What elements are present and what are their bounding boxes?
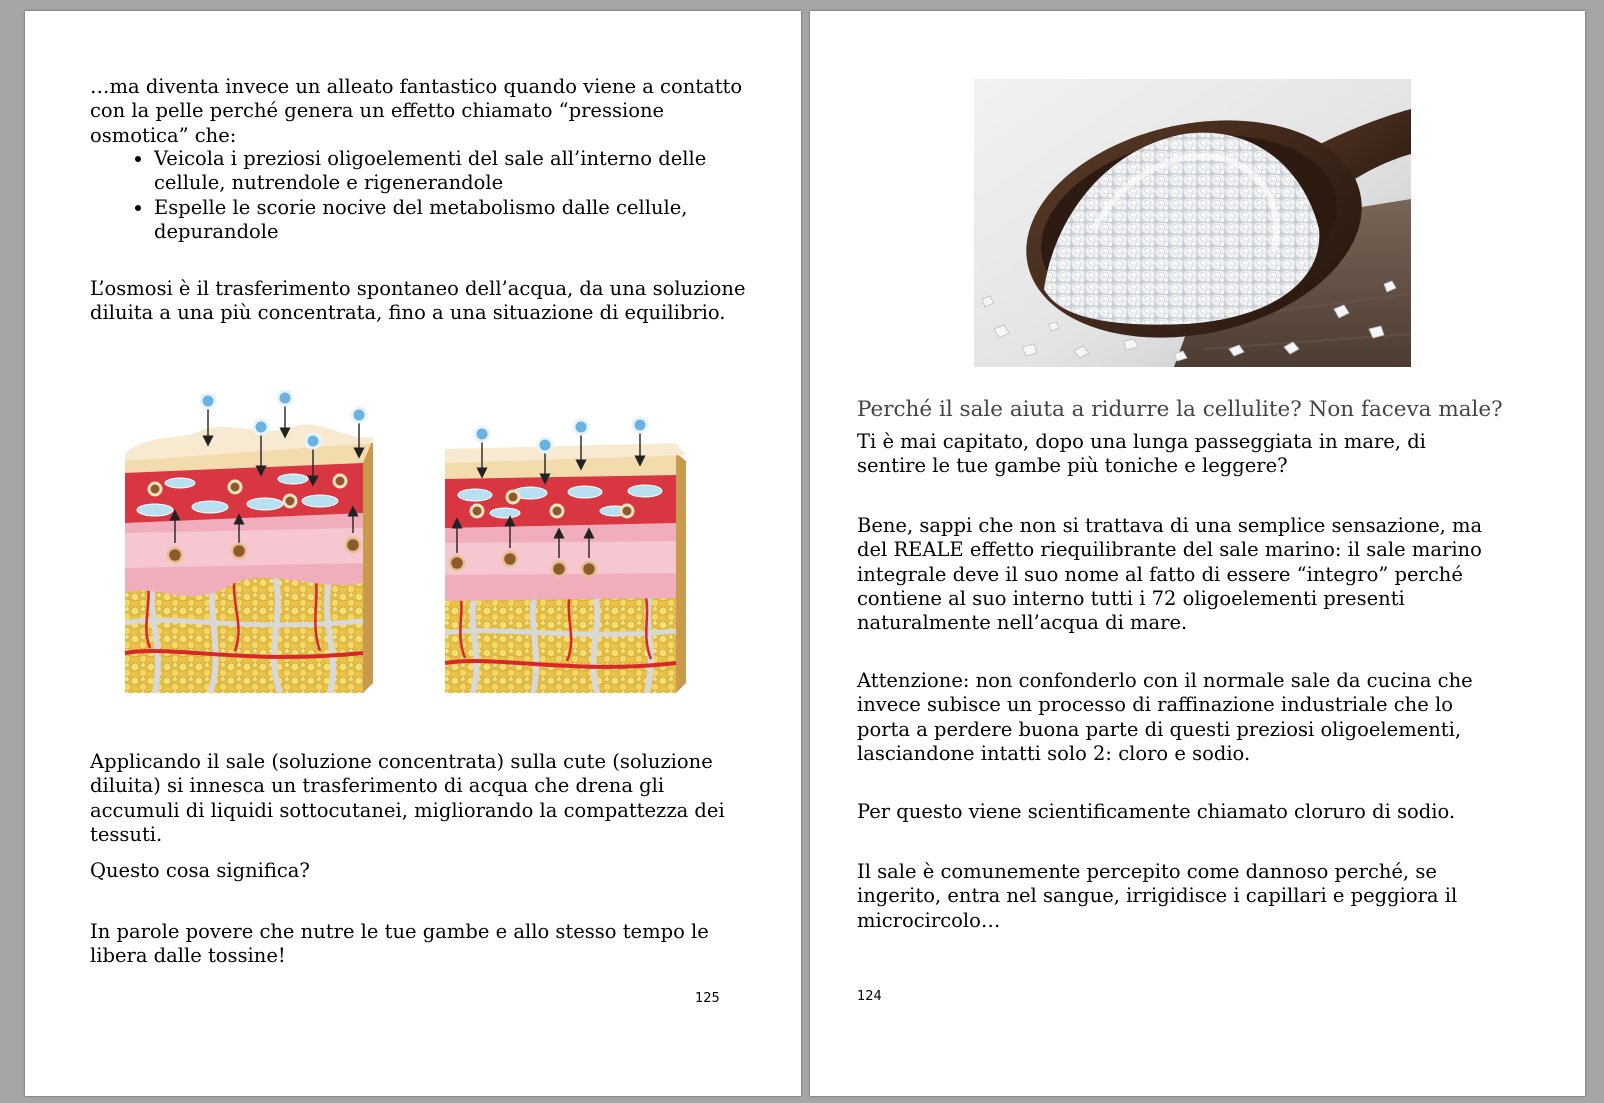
page-number: 124 (857, 989, 882, 1004)
applying-text: Applicando il sale (soluzione concentrata) sulla cute (soluzione diluita) si innesca un trasferimento di acqua che drena gli accumuli di liquidi sottocutanei, migliorando la compattezza dei tessuti. (90, 750, 725, 846)
page-number: 125 (695, 991, 720, 1006)
intro-paragraph (90, 75, 750, 148)
paragraph-5 (857, 860, 1497, 933)
paragraph-5-text: Il sale è comunemente percepito come dannoso perché, se ingerito, entra nel sangue, irrigidisce i capillari e peggiora il microcircolo… (857, 860, 1458, 932)
section-heading: Perché il sale aiuta a ridurre la cellulite? Non faceva male? (857, 397, 1503, 422)
list-item: • Veicola i preziosi oligoelementi del sale all’interno delle cellule, nutrendole e rigenerandole (154, 147, 770, 196)
question-paragraph (90, 859, 740, 883)
document-page-125 (25, 11, 801, 1096)
osmosis-text: L’osmosi è il trasferimento spontaneo dell’acqua, da una soluzione diluita a una più concentrata, fino a una situazione di equilibrio. (90, 277, 746, 325)
answer-text: In parole povere che nutre le tue gambe e allo stesso tempo le libera dalle tossine! (90, 920, 709, 968)
list-item: • Espelle le scorie nocive del metabolismo dalle cellule, depurandole (154, 196, 770, 245)
paragraph-4 (857, 800, 1517, 824)
applying-paragraph (90, 750, 740, 847)
paragraph-3-text: Attenzione: non confonderlo con il normale sale da cucina che invece subisce un processo di raffinazione industriale che lo porta a perdere buona parte di questi preziosi oligoelementi, lasciandone intatti solo 2: cloro e sodio. (857, 669, 1473, 765)
question-text: Questo cosa significa? (90, 859, 310, 882)
paragraph-2-text: Bene, sappi che non si trattava di una semplice sensazione, ma del REALE effetto riequilibrante del sale marino: il sale marino integrale deve il suo nome al fatto di essere “integro” perché contiene al suo interno tutti i 72 oligoelementi presenti naturalmente nell’acqua di mare. (857, 514, 1483, 635)
paragraph-1 (857, 430, 1497, 479)
paragraph-4-text: Per questo viene scientificamente chiamato cloruro di sodio. (857, 800, 1456, 823)
skin-block-after (445, 418, 686, 693)
intro-text: …ma diventa invece un alleato fantastico quando viene a contatto con la pelle perché genera un effetto chiamato “pressione osmotica” che: (90, 75, 743, 147)
answer-paragraph (90, 920, 745, 969)
osmosis-paragraph (90, 277, 750, 326)
salt-spoon-photo (974, 79, 1411, 367)
skin-block-before (125, 391, 373, 693)
paragraph-3 (857, 669, 1497, 766)
skin-osmosis-illustration (115, 383, 715, 738)
document-page-124 (810, 11, 1585, 1096)
paragraph-2 (857, 514, 1497, 635)
paragraph-1-text: Ti è mai capitato, dopo una lunga passeggiata in mare, di sentire le tue gambe più toniche e leggere? (857, 430, 1426, 478)
benefit-list (90, 147, 770, 244)
